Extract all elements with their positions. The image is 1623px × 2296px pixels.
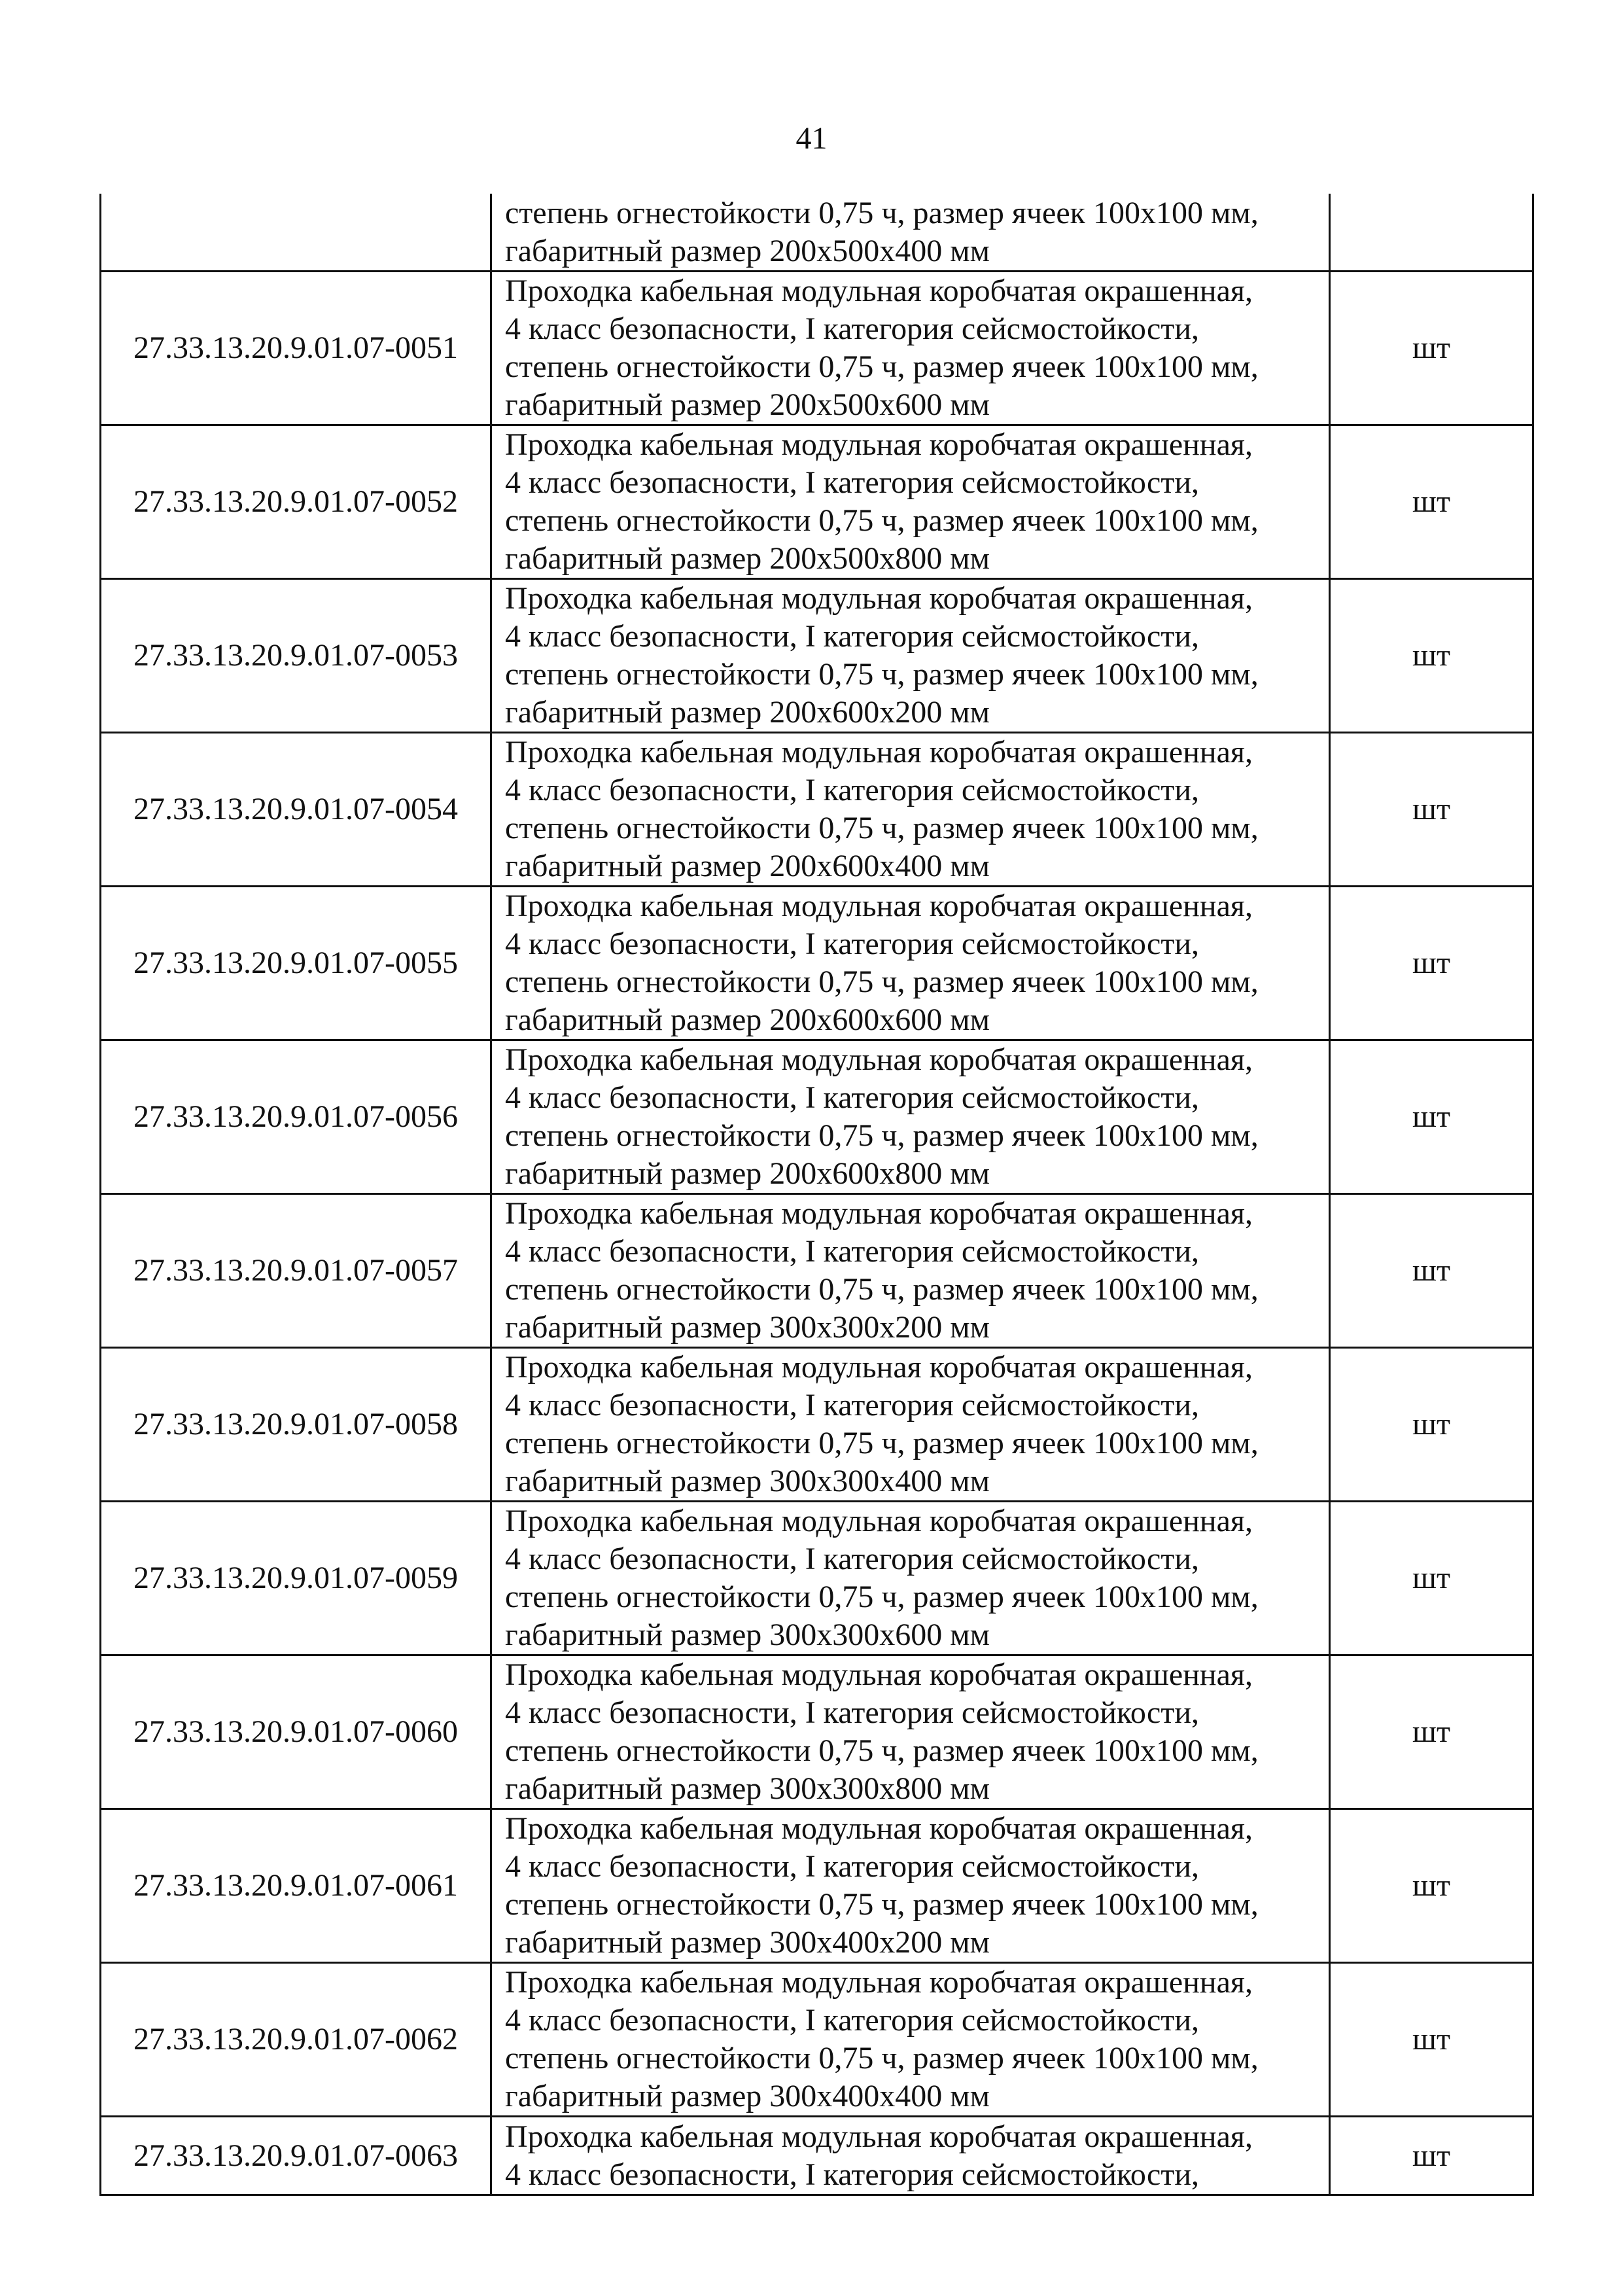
description-line: 4 класс безопасности, I категория сейсмостойкости, <box>505 1542 1200 1576</box>
description-line: Проходка кабельная модульная коробчатая окрашенная, <box>505 1350 1253 1385</box>
description-line: Проходка кабельная модульная коробчатая окрашенная, <box>505 735 1253 769</box>
description-line: габаритный размер 200х600х200 мм <box>505 695 990 730</box>
code-cell: 27.33.13.20.9.01.07-0057 <box>101 1194 491 1348</box>
code-cell: 27.33.13.20.9.01.07-0054 <box>101 733 491 887</box>
description-line: степень огнестойкости 0,75 ч, размер ячеек 100х100 мм, <box>505 1733 1259 1768</box>
unit-cell: шт <box>1330 1963 1533 2117</box>
description-cell <box>491 733 1330 887</box>
unit-cell: шт <box>1330 1809 1533 1963</box>
description-line: габаритный размер 200х500х800 мм <box>505 541 990 576</box>
code-cell: 27.33.13.20.9.01.07-0061 <box>101 1809 491 1963</box>
description-line: степень огнестойкости 0,75 ч, размер ячеек 100х100 мм, <box>505 1118 1259 1153</box>
description-line: габаритный размер 300х400х200 мм <box>505 1925 990 1960</box>
description-line: габаритный размер 300х300х800 мм <box>505 1771 990 1806</box>
description-line: 4 класс безопасности, I категория сейсмостойкости, <box>505 465 1200 500</box>
description-cell <box>491 1348 1330 1502</box>
description-cell <box>491 194 1330 272</box>
table-row <box>101 2117 1533 2195</box>
description-line: габаритный размер 200х600х800 мм <box>505 1156 990 1191</box>
description-line: степень огнестойкости 0,75 ч, размер ячеек 100х100 мм, <box>505 1272 1259 1307</box>
description-line: 4 класс безопасности, I категория сейсмостойкости, <box>505 1388 1200 1422</box>
unit-cell: шт <box>1330 1040 1533 1194</box>
page-number: 41 <box>795 121 828 156</box>
unit-cell: шт <box>1330 2117 1533 2195</box>
table-row <box>101 425 1533 579</box>
table-row <box>101 1348 1533 1502</box>
description-line: степень огнестойкости 0,75 ч, размер ячеек 100х100 мм, <box>505 503 1259 538</box>
unit-cell <box>1330 194 1533 272</box>
description-line: 4 класс безопасности, I категория сейсмостойкости, <box>505 1080 1200 1115</box>
unit-cell: шт <box>1330 1502 1533 1655</box>
description-cell <box>491 1655 1330 1809</box>
description-line: габаритный размер 200х500х400 мм <box>505 233 990 268</box>
table-row <box>101 1194 1533 1348</box>
unit-cell: шт <box>1330 425 1533 579</box>
code-cell: 27.33.13.20.9.01.07-0053 <box>101 579 491 733</box>
code-cell: 27.33.13.20.9.01.07-0058 <box>101 1348 491 1502</box>
description-line: Проходка кабельная модульная коробчатая окрашенная, <box>505 1657 1253 1692</box>
code-cell: 27.33.13.20.9.01.07-0055 <box>101 887 491 1040</box>
description-line: габаритный размер 200х600х600 мм <box>505 1002 990 1037</box>
description-line: 4 класс безопасности, I категория сейсмостойкости, <box>505 1234 1200 1269</box>
description-line: Проходка кабельная модульная коробчатая окрашенная, <box>505 581 1253 616</box>
description-line: 4 класс безопасности, I категория сейсмостойкости, <box>505 619 1200 654</box>
description-line: Проходка кабельная модульная коробчатая окрашенная, <box>505 1811 1253 1846</box>
description-line: габаритный размер 300х300х400 мм <box>505 1464 990 1498</box>
table-row <box>101 887 1533 1040</box>
description-line: степень огнестойкости 0,75 ч, размер ячеек 100х100 мм, <box>505 964 1259 999</box>
table-row <box>101 1040 1533 1194</box>
code-cell <box>101 194 491 272</box>
description-line: Проходка кабельная модульная коробчатая окрашенная, <box>505 2119 1253 2154</box>
description-line: 4 класс безопасности, I категория сейсмостойкости, <box>505 2157 1200 2192</box>
description-line: степень огнестойкости 0,75 ч, размер ячеек 100х100 мм, <box>505 349 1259 384</box>
unit-cell: шт <box>1330 1348 1533 1502</box>
description-line: степень огнестойкости 0,75 ч, размер ячеек 100х100 мм, <box>505 1580 1259 1614</box>
unit-cell: шт <box>1330 733 1533 887</box>
description-line: 4 класс безопасности, I категория сейсмостойкости, <box>505 1849 1200 1884</box>
code-cell: 27.33.13.20.9.01.07-0051 <box>101 272 491 425</box>
unit-cell: шт <box>1330 1194 1533 1348</box>
description-cell <box>491 272 1330 425</box>
description-cell <box>491 2117 1330 2195</box>
description-line: степень огнестойкости 0,75 ч, размер ячеек 100х100 мм, <box>505 1426 1259 1460</box>
materials-table <box>99 194 1534 2196</box>
description-cell <box>491 887 1330 1040</box>
unit-cell: шт <box>1330 272 1533 425</box>
description-cell <box>491 425 1330 579</box>
table-row <box>101 194 1533 272</box>
code-cell: 27.33.13.20.9.01.07-0063 <box>101 2117 491 2195</box>
description-line: степень огнестойкости 0,75 ч, размер ячеек 100х100 мм, <box>505 1887 1259 1922</box>
description-line: 4 класс безопасности, I категория сейсмостойкости, <box>505 2003 1200 2038</box>
code-cell: 27.33.13.20.9.01.07-0052 <box>101 425 491 579</box>
description-line: Проходка кабельная модульная коробчатая окрашенная, <box>505 274 1253 308</box>
description-line: Проходка кабельная модульная коробчатая окрашенная, <box>505 1042 1253 1077</box>
table-row <box>101 1655 1533 1809</box>
description-cell <box>491 1040 1330 1194</box>
description-line: габаритный размер 200х600х400 мм <box>505 849 990 883</box>
table-row <box>101 733 1533 887</box>
description-line: 4 класс безопасности, I категория сейсмостойкости, <box>505 927 1200 961</box>
description-line: габаритный размер 200х500х600 мм <box>505 387 990 422</box>
table-row <box>101 1809 1533 1963</box>
description-line: 4 класс безопасности, I категория сейсмостойкости, <box>505 311 1200 346</box>
description-line: Проходка кабельная модульная коробчатая окрашенная, <box>505 1196 1253 1231</box>
table-row <box>101 1963 1533 2117</box>
description-line: Проходка кабельная модульная коробчатая окрашенная, <box>505 889 1253 923</box>
description-cell <box>491 1809 1330 1963</box>
description-line: габаритный размер 300х400х400 мм <box>505 2079 990 2113</box>
table-body <box>101 194 1533 2195</box>
code-cell: 27.33.13.20.9.01.07-0056 <box>101 1040 491 1194</box>
description-line: 4 класс безопасности, I категория сейсмостойкости, <box>505 1695 1200 1730</box>
table-row <box>101 272 1533 425</box>
table-row <box>101 1502 1533 1655</box>
description-line: габаритный размер 300х300х200 мм <box>505 1310 990 1345</box>
description-line: степень огнестойкости 0,75 ч, размер ячеек 100х100 мм, <box>505 2041 1259 2075</box>
description-line: Проходка кабельная модульная коробчатая окрашенная, <box>505 1504 1253 1538</box>
description-line: степень огнестойкости 0,75 ч, размер ячеек 100х100 мм, <box>505 195 1259 230</box>
description-line: габаритный размер 300х300х600 мм <box>505 1617 990 1652</box>
description-cell <box>491 1963 1330 2117</box>
code-cell: 27.33.13.20.9.01.07-0062 <box>101 1963 491 2117</box>
code-cell: 27.33.13.20.9.01.07-0060 <box>101 1655 491 1809</box>
unit-cell: шт <box>1330 579 1533 733</box>
code-cell: 27.33.13.20.9.01.07-0059 <box>101 1502 491 1655</box>
description-cell <box>491 1502 1330 1655</box>
description-cell <box>491 579 1330 733</box>
unit-cell: шт <box>1330 887 1533 1040</box>
table-row <box>101 579 1533 733</box>
description-line: 4 класс безопасности, I категория сейсмостойкости, <box>505 773 1200 807</box>
unit-cell: шт <box>1330 1655 1533 1809</box>
description-cell <box>491 1194 1330 1348</box>
description-line: степень огнестойкости 0,75 ч, размер ячеек 100х100 мм, <box>505 811 1259 845</box>
description-line: Проходка кабельная модульная коробчатая окрашенная, <box>505 427 1253 462</box>
description-line: Проходка кабельная модульная коробчатая окрашенная, <box>505 1965 1253 2000</box>
description-line: степень огнестойкости 0,75 ч, размер ячеек 100х100 мм, <box>505 657 1259 692</box>
